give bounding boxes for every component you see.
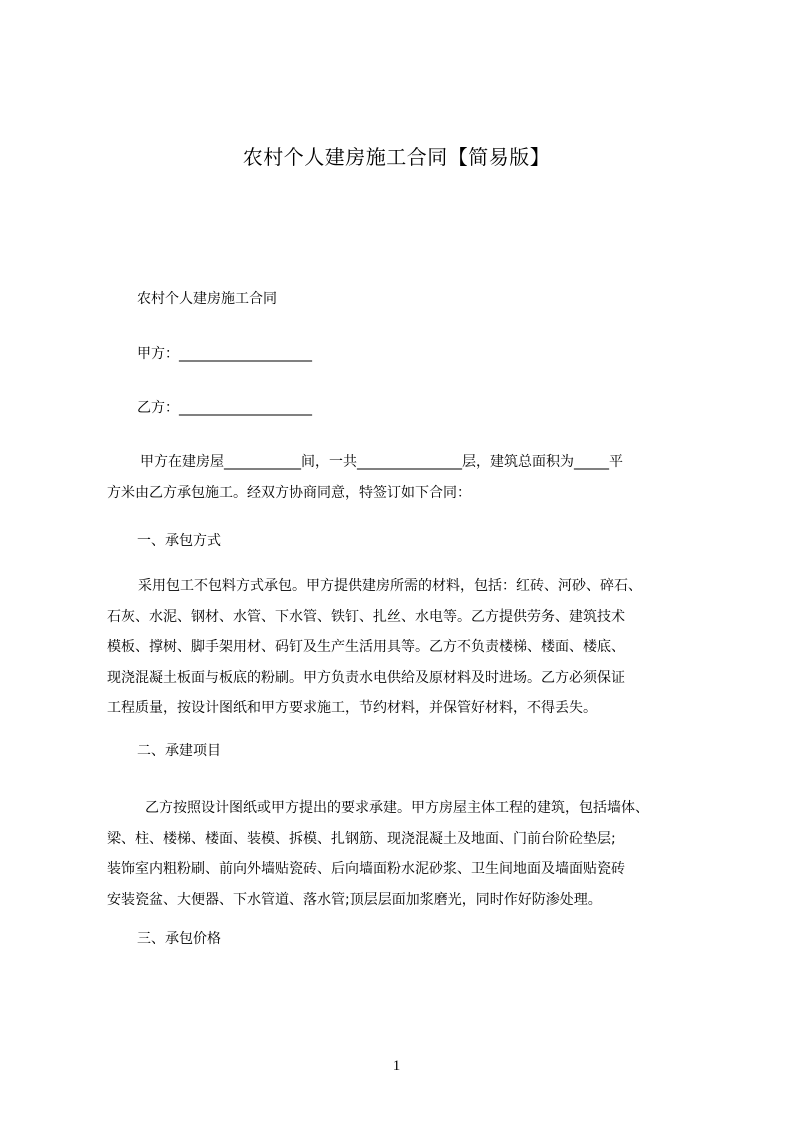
document-title: 农村个人建房施工合同【简易版】 <box>242 145 551 169</box>
section-heading-contract-method: 一、承包方式 <box>137 533 221 549</box>
paragraph-line: 现浇混凝土板面与板底的粉刷。甲方负责水电供给及原材料及时进场。乙方必须保证 <box>107 669 625 686</box>
section-heading-project-scope: 二、承建项目 <box>137 743 221 759</box>
party-a-field: 甲方：___________________ <box>137 346 312 362</box>
paragraph-line: 采用包工不包料方式承包。甲方提供建房所需的材料，包括：红砖、河砂、碎石、 <box>138 578 642 594</box>
paragraph-line: 装饰室内粗粉刷、前向外墙贴瓷砖、后向墙面粉水泥砂浆、卫生间地面及墙面贴瓷砖 <box>107 861 625 877</box>
section-heading-contract-price: 三、承包价格 <box>137 931 221 947</box>
intro-paragraph <box>107 447 699 508</box>
section-paragraph-contract-method <box>107 571 699 724</box>
party-b-field: 乙方：___________________ <box>137 400 312 416</box>
paragraph-line: 乙方按照设计图纸或甲方提出的要求承建。甲方房屋主体工程的建筑，包括墙体、 <box>145 800 649 816</box>
paragraph-line: 梁、柱、楼梯、楼面、装模、拆模、扎钢筋、现浇混凝土及地面、门前台阶砼垫层; <box>107 830 616 847</box>
intro-line: 方米由乙方承包施工。经双方协商同意，特签订如下合同： <box>107 484 471 501</box>
page-number: 1 <box>392 1058 401 1074</box>
paragraph-line: 工程质量，按设计图纸和甲方要求施工，节约材料，并保管好材料，不得丢失。 <box>107 700 597 716</box>
paragraph-line: 石灰、水泥、钢材、水管、下水管、铁钉、扎丝、水电等。乙方提供劳务、建筑技术 <box>107 608 625 625</box>
paragraph-line: 安装瓷盆、大便器、下水管道、落水管;顶层层面加浆磨光，同时作好防渗处理。 <box>107 891 602 908</box>
contract-subtitle: 农村个人建房施工合同 <box>137 291 277 307</box>
section-paragraph-project-scope <box>107 793 699 915</box>
paragraph-line: 模板、撑树、脚手架用材、码钉及生产生活用具等。乙方不负责楼梯、楼面、楼底、 <box>107 639 625 655</box>
intro-line: 甲方在建房屋___________间，一共_______________层，建筑总面积为_____平 <box>140 454 623 470</box>
